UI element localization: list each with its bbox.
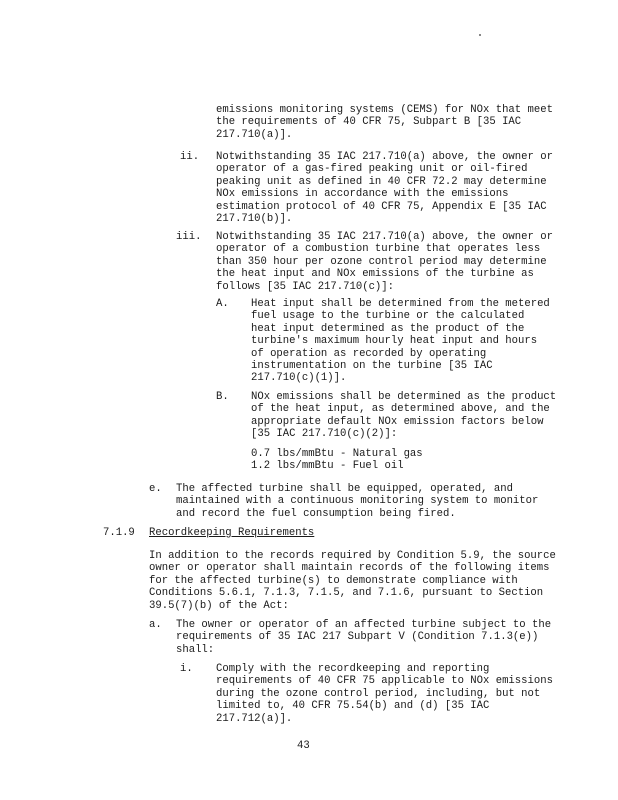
section-number: 7.1.9: [103, 527, 135, 539]
page-number: 43: [297, 740, 310, 752]
item-e-marker: e.: [149, 483, 162, 495]
item-e-paragraph: The affected turbine shall be equipped, operated, and maintained with a continuous monitoring system to monitor and record the fuel consumption being fired.: [176, 483, 539, 520]
item-a-paragraph: The owner or operator of an affected turbine subject to the requirements of 35 IAC 217 Subpart V (Condition 7.1.3(e)) shall:: [176, 619, 552, 656]
item-A-marker: A.: [216, 298, 229, 310]
item-A-paragraph: Heat input shall be determined from the metered fuel usage to the turbine or the calculated heat input determined as the product of the turbine's maximum hourly heat input and hours of operation as recorded by operating instrumentation on the turbine [35 IAC 217.710(c)(1)].: [251, 298, 550, 385]
item-B-marker: B.: [216, 391, 229, 403]
item-iii-paragraph: Notwithstanding 35 IAC 217.710(a) above, the owner or operator of a combustion turbine that operates less than 350 hour per ozone control period may determine the heat input and NOx emissions of the turbine as follows [35 IAC 217.710(c)]:: [216, 231, 553, 293]
intro-paragraph: emissions monitoring systems (CEMS) for NOx that meet the requirements of 40 CFR 75, Subpart B [35 IAC 217.710(a)].: [216, 104, 553, 141]
item-a-marker: a.: [149, 619, 162, 631]
item-i-marker: i.: [180, 663, 193, 675]
item-ii-marker: ii.: [180, 151, 200, 163]
item-ii-paragraph: Notwithstanding 35 IAC 217.710(a) above, the owner or operator of a gas-fired peaking unit or oil-fired peaking unit as defined in 40 CFR 72.2 may determine NOx emissions in accordance with the emissions estimation protocol of 40 CFR 75, Appendix E [35 IAC 217.710(b)].: [216, 151, 553, 226]
section-title: Recordkeeping Requirements: [149, 527, 315, 539]
emission-factors: 0.7 lbs/mmBtu - Natural gas 1.2 lbs/mmBtu - Fuel oil: [251, 448, 423, 473]
item-iii-marker: iii.: [176, 231, 202, 243]
section-intro-paragraph: In addition to the records required by Condition 5.9, the source owner or operator shall maintain records of the following items for the affected turbine(s) to demonstrate compliance with Conditions 5.6.1, 7.1.3, 7.1.5, and 7.1.6, pursuant to Section 39.5(7)(b) of the Act:: [149, 550, 556, 612]
item-i-paragraph: Comply with the recordkeeping and reporting requirements of 40 CFR 75 applicable to NOx emissions during the ozone control period, including, but not limited to, 40 CFR 75.54(b) and (d) [35 IAC 217.712(a)].: [216, 663, 553, 725]
scan-speck: [479, 34, 481, 36]
item-B-paragraph: NOx emissions shall be determined as the product of the heat input, as determined above, and the appropriate default NOx emission factors below [35 IAC 217.710(c)(2)]:: [251, 391, 557, 441]
